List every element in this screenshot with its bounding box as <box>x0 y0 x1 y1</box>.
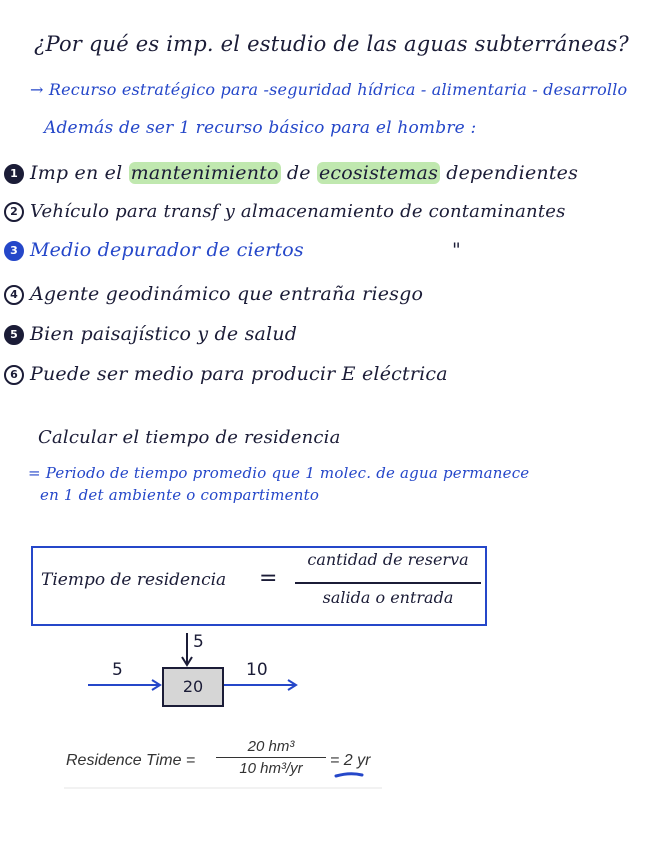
ditto-mark: " <box>452 239 461 261</box>
highlighted-word: ecosistemas <box>318 162 439 184</box>
item-text: Imp en el <box>30 162 129 184</box>
typed-numerator: 20 hm³ <box>247 738 295 755</box>
number-badge: 2 <box>4 202 24 222</box>
list-item <box>4 162 578 184</box>
equals-sign: = <box>259 566 278 591</box>
number-badge: 3 <box>4 241 24 261</box>
number-badge: 5 <box>4 325 24 345</box>
number-badge: 6 <box>4 365 24 385</box>
number-badge: 4 <box>4 285 24 305</box>
section-title: Calcular el tiempo de residencia <box>38 427 341 448</box>
item-text: Medio depurador de ciertos <box>30 239 304 261</box>
formula-denominator: salida o entrada <box>322 588 454 607</box>
item-text: Puede ser medio para producir E eléctrica <box>30 363 448 385</box>
typed-denominator: 10 hm³/yr <box>239 760 303 777</box>
item-text: Agente geodinámico que entraña riesgo <box>30 283 424 305</box>
list-item <box>4 323 297 345</box>
reservoir-box: 20 <box>162 667 224 707</box>
fraction-bar <box>295 582 481 584</box>
formula-label: Tiempo de residencia <box>41 570 227 590</box>
inflow-left-value: 5 <box>112 660 123 680</box>
typed-fraction-bar <box>216 757 326 758</box>
typed-label: Residence Time = <box>66 752 196 769</box>
definition-line: en 1 det ambiente o compartimento <box>40 486 320 504</box>
typed-result: = 2 yr <box>330 752 371 769</box>
formula-numerator: cantidad de reserva <box>307 550 469 569</box>
question-heading: ¿Por qué es imp. el estudio de las aguas subterráneas? <box>34 32 629 56</box>
highlighted-word: mantenimiento <box>130 162 279 184</box>
item-text: de <box>280 162 317 184</box>
item-text: Vehículo para transf y almacenamiento de contaminantes <box>30 201 566 222</box>
item-text: dependientes <box>440 162 579 184</box>
definition-line: = Periodo de tiempo promedio que 1 molec. de agua permanece <box>28 464 530 482</box>
list-item <box>4 363 448 385</box>
typed-fraction <box>216 738 326 777</box>
number-badge: 1 <box>4 164 24 184</box>
outflow-right-value: 10 <box>246 660 268 680</box>
list-item <box>4 200 566 222</box>
item-text: Bien paisajístico y de salud <box>30 323 298 345</box>
intro-line: Además de ser 1 recurso básico para el hombre : <box>44 118 477 138</box>
formula-box <box>31 546 487 626</box>
inflow-top-value: 5 <box>193 632 204 652</box>
list-item <box>4 239 461 261</box>
reason-line: → Recurso estratégico para -seguridad hídrica - alimentaria - desarrollo <box>30 80 628 99</box>
list-item <box>4 283 423 305</box>
